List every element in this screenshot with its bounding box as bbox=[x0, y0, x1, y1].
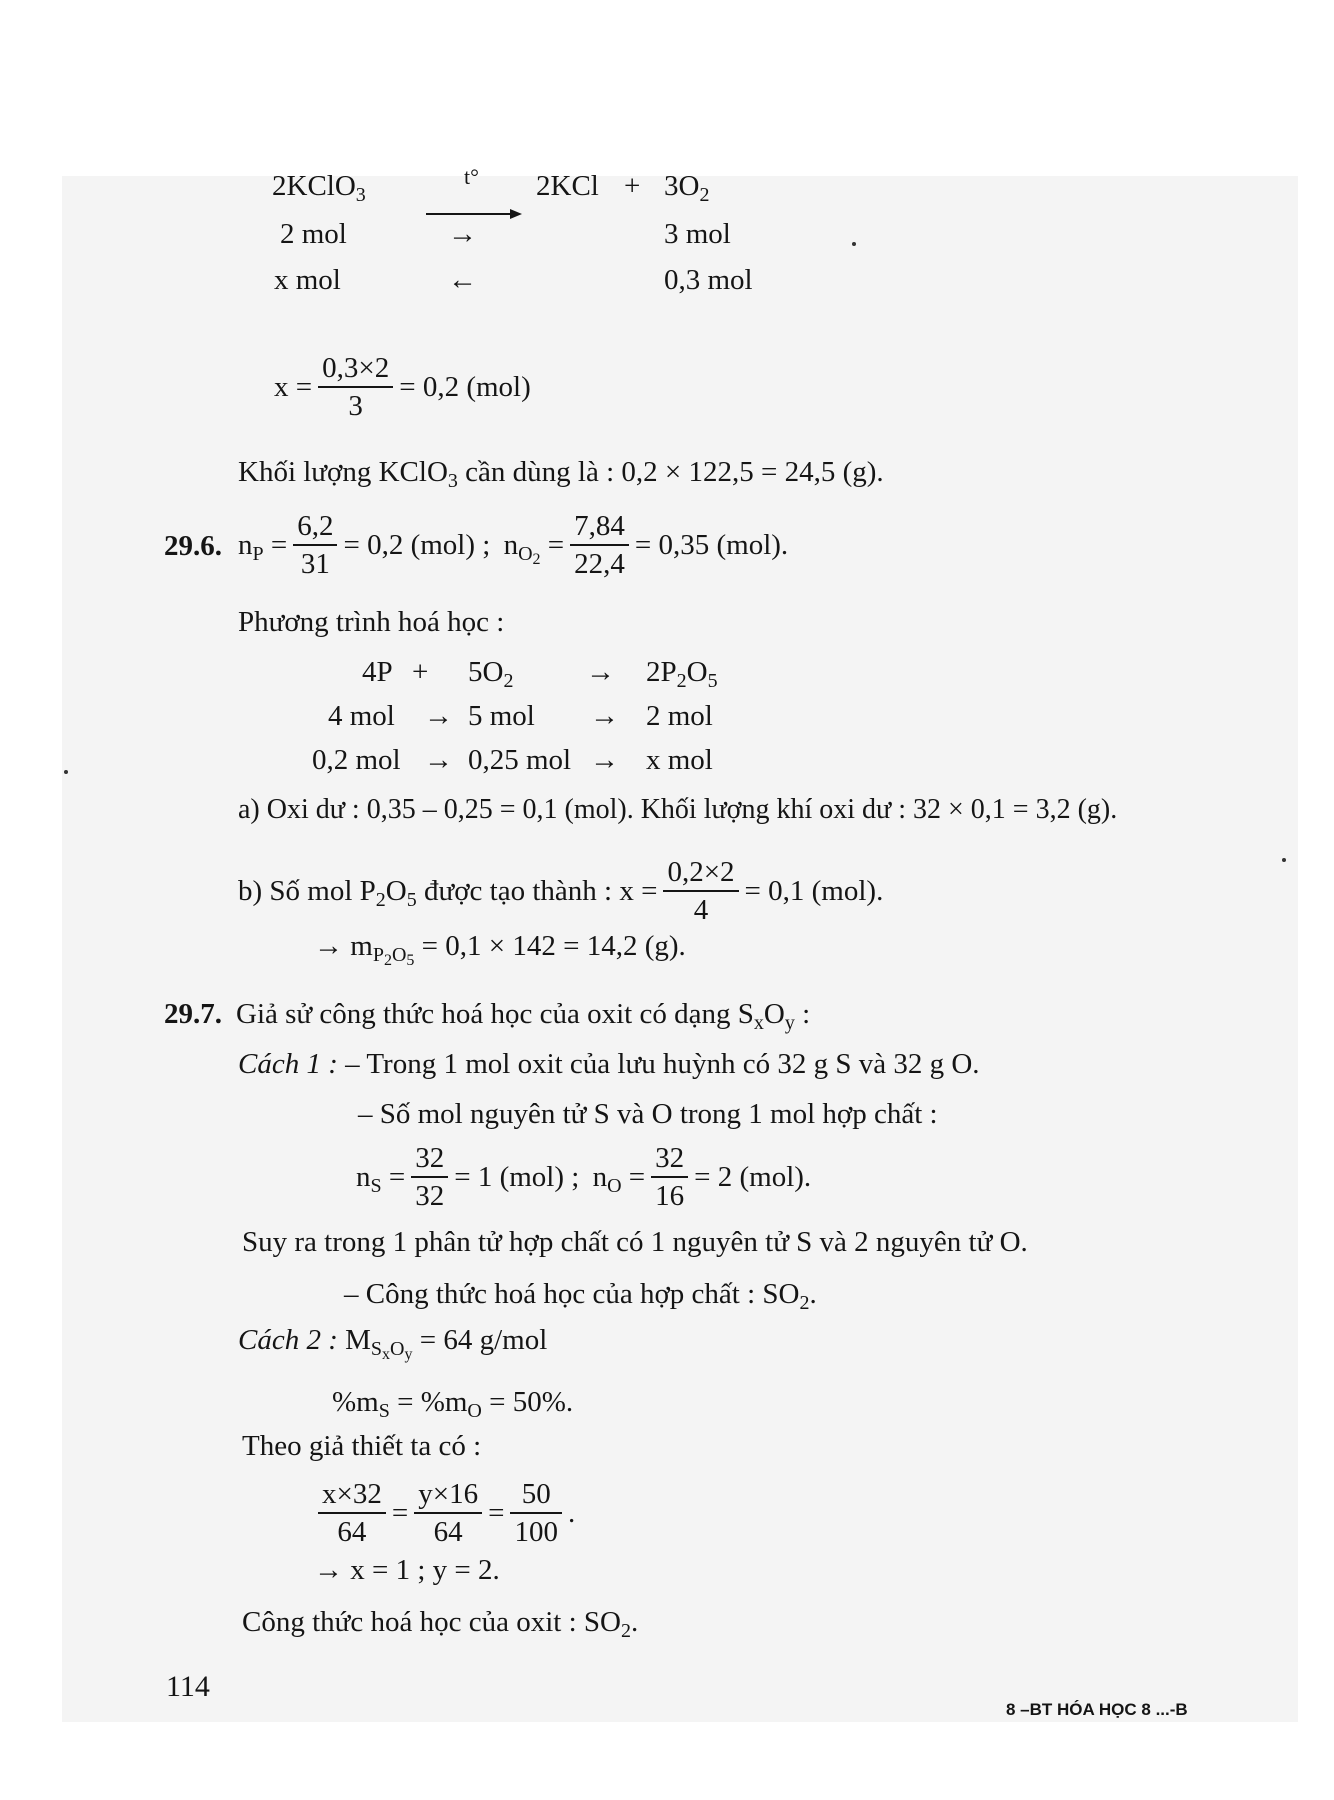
p-eq-r1-c3: $2P_2O_5$ bbox=[646, 656, 718, 692]
reaction-kclo3-left: 2KClO$_3$ bbox=[272, 170, 366, 206]
exercise-29-6-moles: $n_P$ = $\frac{6,2}{31}$ = 0,2 (mol) ; $n_{O_2}$ = $\frac{7,84}{22,4}$ = 0,35 (mol). bbox=[238, 510, 789, 580]
temperature-label: t° bbox=[464, 164, 479, 189]
ratio-fraction-2: $\frac{y\times 16}{64}$ bbox=[414, 1476, 482, 1550]
p-eq-r1-c1: 4P bbox=[362, 656, 393, 688]
hypothesis-line: Theo giả thiết ta có : bbox=[242, 1430, 482, 1462]
kclo3-mass-line: Khối lượng KClO$_3$ cần dùng là : 0,2 × 122,5 = 24,5 (g). bbox=[238, 456, 884, 492]
p-eq-r2-a2: → bbox=[590, 700, 619, 732]
scan-speck bbox=[852, 242, 856, 246]
ns-fraction: $\frac{32}{32}$ bbox=[411, 1140, 448, 1214]
scan-speck bbox=[64, 770, 68, 774]
np-fraction: $\frac{6,2}{31}$ bbox=[293, 508, 337, 582]
solution-line: → x = 1 ; y = 2. bbox=[314, 1554, 500, 1586]
final-formula-line: Công thức hoá học của oxit : $SO_2$. bbox=[242, 1606, 639, 1642]
exercise-29-7-intro: Giả sử công thức hoá học của oxit có dạng $S_xO_y$ : bbox=[236, 998, 811, 1034]
kclo3-row1-left: 2 mol bbox=[280, 218, 347, 250]
way1-label: Cách 1 : bbox=[238, 1048, 338, 1080]
page-number: 114 bbox=[166, 1670, 210, 1703]
way1-mole-calc: $n_S$ = $\frac{32}{32}$ = 1 (mol) ; $n_O$ = $\frac{32}{16}$ = 2 (mol). bbox=[356, 1142, 812, 1212]
kclo3-row1-arrow: → bbox=[448, 218, 477, 250]
reaction-kclo3-product-2: $3O_2$ bbox=[664, 170, 710, 206]
p-eq-r3-c2: 0,25 mol bbox=[468, 744, 572, 776]
p-eq-r2-c3: 2 mol bbox=[646, 700, 713, 732]
part-a-line: a) Oxi dư : 0,35 – 0,25 = 0,1 (mol). Khối lượng khí oxi dư : 32 × 0,1 = 3,2 (g). bbox=[238, 794, 1118, 825]
scan-speck bbox=[1282, 858, 1286, 862]
p-eq-r3-c1: 0,2 mol bbox=[312, 744, 401, 776]
ratio-fraction-1: $\frac{x\times 32}{64}$ bbox=[318, 1476, 386, 1550]
kclo3-row2-left: x mol bbox=[274, 264, 341, 296]
kclo3-row1-right: 3 mol bbox=[664, 218, 731, 250]
page-footer: 8 –BT HÓA HỌC 8 ...-B bbox=[1006, 1700, 1188, 1719]
kclo3-row2-arrow: ← bbox=[448, 264, 477, 296]
mass-p2o5-line: → $m_{P_2O_5} = 0,1 \times 142 = 14,2$ (g). bbox=[314, 930, 686, 969]
percent-line: $\%m_S = \%m_O = 50\%$. bbox=[332, 1386, 574, 1422]
kclo3-row2-right: 0,3 mol bbox=[664, 264, 753, 296]
p-eq-r3-a1: → bbox=[424, 744, 453, 776]
way2-label: Cách 2 : bbox=[238, 1324, 338, 1356]
exercise-29-6-label: 29.6. bbox=[164, 530, 222, 562]
p-eq-r3-c3: x mol bbox=[646, 744, 713, 776]
way1-line1: Cách 1 : – Trong 1 mol oxit của lưu huỳnh có 32 g S và 32 g O. bbox=[238, 1048, 980, 1080]
conclusion-line: Suy ra trong 1 phân tử hợp chất có 1 nguyên tử S và 2 nguyên tử O. bbox=[242, 1226, 1028, 1258]
p-eq-r1-plus: + bbox=[412, 656, 429, 688]
p-eq-r2-c2: 5 mol bbox=[468, 700, 535, 732]
equation-title: Phương trình hoá học : bbox=[238, 606, 505, 638]
reaction-kclo3-plus: + bbox=[624, 170, 641, 202]
p-eq-r1-arrow: → bbox=[586, 656, 615, 688]
x-fraction: $\frac{0,3\times 2}{3}$ bbox=[318, 350, 393, 424]
no-fraction: $\frac{32}{16}$ bbox=[651, 1140, 688, 1214]
exercise-29-7-label: 29.7. bbox=[164, 998, 222, 1030]
p-eq-r2-c1: 4 mol bbox=[328, 700, 395, 732]
way1-line2: – Số mol nguyên tử S và O trong 1 mol hợp chất : bbox=[358, 1098, 938, 1130]
no2-fraction: $\frac{7,84}{22,4}$ bbox=[570, 508, 629, 582]
p-eq-r3-a2: → bbox=[590, 744, 619, 776]
part-b-line: b) Số mol $P_2O_5$ được tạo thành : x = $\frac{0,2\times 2}{4}$ = 0,1 (mol). bbox=[238, 856, 884, 926]
p-eq-r1-c2: $5O_2$ bbox=[468, 656, 514, 692]
way2-line: Cách 2 : $M_{S_xO_y} = 64$ g/mol bbox=[238, 1324, 548, 1363]
part-b-fraction: $\frac{0,2\times 2}{4}$ bbox=[663, 854, 738, 928]
formula-line-1: – Công thức hoá học của hợp chất : $SO_2$. bbox=[344, 1278, 817, 1314]
kclo3-x-calculation: x = $\frac{0,3\times 2}{3}$ = 0,2 (mol) bbox=[274, 352, 531, 422]
ratio-fraction-3: $\frac{50}{100}$ bbox=[510, 1476, 562, 1550]
reaction-kclo3-product-1: 2KCl bbox=[536, 170, 599, 202]
ratio-equation: $\frac{x\times 32}{64}$ = $\frac{y\times 16}{64}$ = $\frac{50}{100}$ . bbox=[318, 1476, 575, 1550]
p-eq-r2-a1: → bbox=[424, 700, 453, 732]
